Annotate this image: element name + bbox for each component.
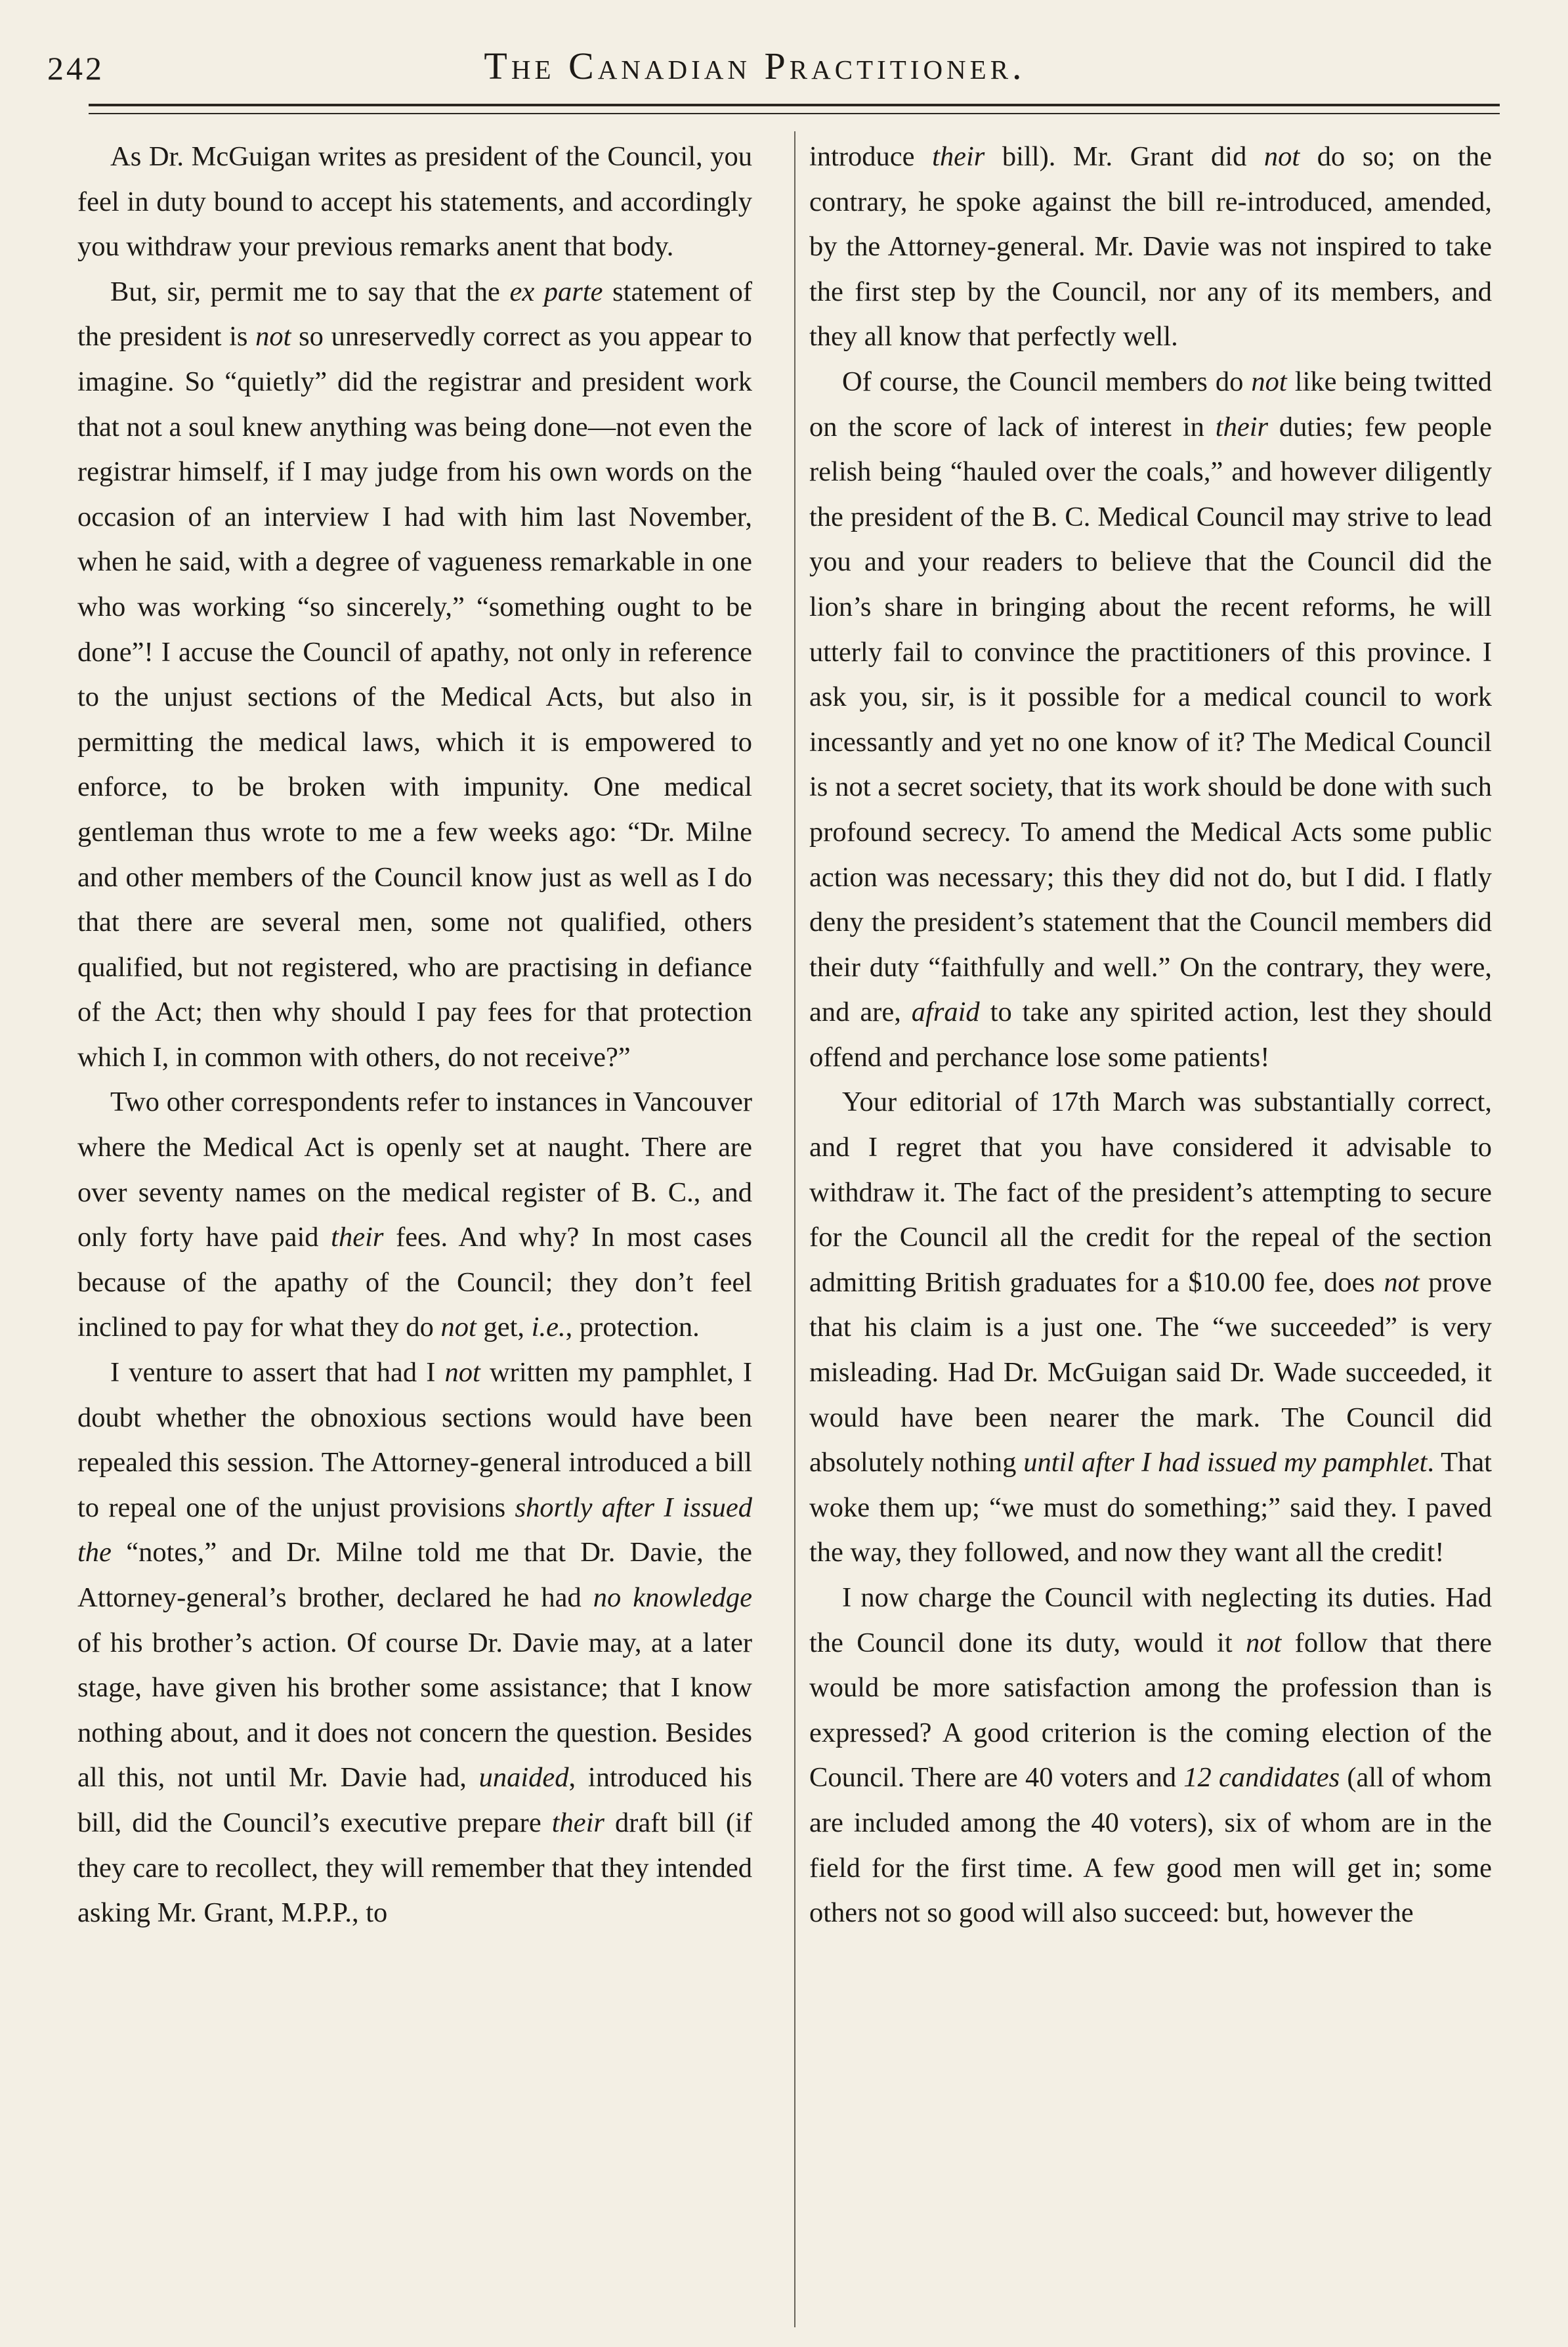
- paragraph: I venture to assert that had I not written my pamphlet, I doubt whether the obnoxious sections would have been repealed this session. The Attorney-general introduced a bill to repeal one of the unjust provisions shortly after I issued the “notes,” and Dr. Milne told me that Dr. Davie, the Attorney-general’s brother, declared he had no knowledge of his brother’s action. Of course Dr. Davie may, at a later stage, have given his brother some assistance; that I know nothing about, and it does not concern the question. Besides all this, not until Mr. Davie had, unaided, introduced his bill, did the Council’s executive prepare their draft bill (if they care to recollect, they will remember that they intended asking Mr. Grant, M.P.P., to: [77, 1357, 753, 1929]
- column-divider: [794, 131, 795, 2327]
- paragraph: Your editorial of 17th March was substantially correct, and I regret that you have considered it advisable to withdraw it. The fact of the president’s attempting to secure for the Council all the credit for the repeal of the section admitting British graduates for a $10.00 fee, does not prove that his claim is a just one. The “we succeeded” is very misleading. Had Dr. McGuigan said Dr. Wade succeeded, it would have been nearer the mark. The Council did absolutely nothing until after I had issued my pamphlet. That woke them up; “we must do something;” said they. I paved the way, they followed, and now they want all the credit!: [809, 1087, 1492, 1568]
- right-column: [809, 135, 1492, 1936]
- page-number: 242: [47, 50, 104, 87]
- journal-title: The Canadian Practitioner.: [484, 45, 1026, 87]
- paragraph: Of course, the Council members do not like being twitted on the score of lack of interest in their duties; few people relish being “hauled over the coals,” and however diligently the president of the B. C. Medical Council may strive to lead you and your readers to believe that the Council did the lion’s share in bringing about the recent reforms, he will utterly fail to convince the practitioners of this province. I ask you, sir, is it possible for a medical council to work incessantly and yet no one know of it? The Medical Council is not a secret society, that its work should be done with such profound secrecy. To amend the Medical Acts some public action was necessary; this they did not do, but I did. I flatly deny the president’s statement that the Council members did their duty “faithfully and well.” On the contrary, they were, and are, afraid to take any spirited action, lest they should offend and perchance lose some patients!: [809, 366, 1492, 1073]
- paragraph: Two other correspondents refer to instances in Vancouver where the Medical Act is openly set at naught. There are over seventy names on the medical register of B. C., and only forty have paid their fees. And why? In most cases because of the apathy of the Council; they don’t feel inclined to pay for what they do not get, i.e., protection.: [77, 1087, 752, 1343]
- paragraph: As Dr. McGuigan writes as president of the Council, you feel in duty bound to accept his statements, and accordingly you withdraw your previous remarks anent that body.: [77, 141, 752, 263]
- paragraph: I now charge the Council with neglecting its duties. Had the Council done its duty, would it not follow that there would be more satisfaction among the profession than is expressed? A good criterion is the coming election of the Council. There are 40 voters and 12 candidates (all of whom are included among the 40 voters), six of whom are in the field for the first time. A few good men will get in; some others not so good will also succeed: but, however the: [809, 1582, 1492, 1929]
- running-header: [0, 30, 1568, 102]
- header-rule-thin: [89, 113, 1500, 114]
- paragraph: But, sir, permit me to say that the ex parte statement of the president is not so unreservedly correct as you appear to imagine. So “quietly” did the registrar and president work that not a soul knew anything was being done—not even the registrar himself, if I may judge from his own words on the occasion of an interview I had with him last November, when he said, with a degree of vagueness remarkable in one who was working “so sincerely,” “something ought to be done”! I accuse the Council of apathy, not only in reference to the unjust sections of the Medical Acts, but also in permitting the medical laws, which it is empowered to enforce, to be broken with impunity. One medical gentleman thus wrote to me a few weeks ago: “Dr. Milne and other members of the Council know just as well as I do that there are several men, some not qualified, others qualified, but not registered, who are practising in defiance of the Act; then why should I pay fees for that protection which I, in common with others, do not receive?”: [77, 276, 752, 1073]
- paragraph-continued: introduce their bill). Mr. Grant did not do so; on the contrary, he spoke against the bill re-introduced, amended, by the Attorney-general. Mr. Davie was not inspired to take the first step by the Council, nor any of its members, and they all know that perfectly well.: [809, 141, 1492, 353]
- header-rule-thick: [89, 104, 1500, 106]
- left-column: [77, 135, 752, 1936]
